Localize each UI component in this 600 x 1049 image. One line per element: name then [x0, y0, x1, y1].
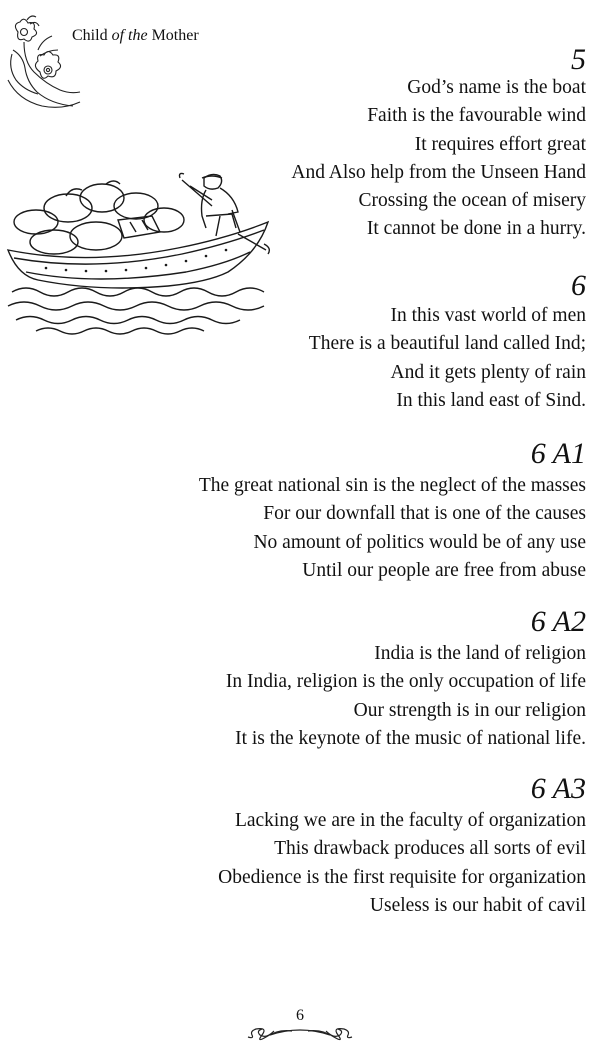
verse-6-a1: [199, 436, 586, 585]
verse-6: [309, 268, 586, 415]
verse-line: Lacking we are in the faculty of organization: [234, 810, 586, 831]
verse-line: The great national sin is the neglect of the masses: [198, 475, 586, 496]
verse-line: Until our people are free from abuse: [302, 559, 586, 581]
verse-line: This drawback produces all sorts of evil: [274, 838, 586, 860]
verse-line: Crossing the ocean of misery: [358, 190, 586, 212]
verse-line: In this vast world of men: [390, 305, 586, 326]
verse-line: It requires effort great: [414, 133, 586, 155]
verse-line: God’s name is the boat: [407, 77, 586, 98]
daffodil-flower-icon: [4, 10, 84, 110]
header-title-part2: of the: [111, 27, 148, 44]
page-footer: [0, 1005, 600, 1045]
verse-line: It cannot be done in a hurry.: [366, 218, 586, 240]
verse-line: There is a beautiful land called Ind;: [308, 333, 586, 355]
verse-line: In this land east of Sind.: [396, 389, 586, 411]
page-number: 6: [296, 1007, 304, 1024]
verse-line: It is the keynote of the music of national life.: [235, 727, 586, 749]
boatman-rowing-boat-icon: [6, 160, 288, 335]
verse-6-a3: [218, 771, 586, 920]
verse-number: 6 A1: [530, 437, 586, 470]
verse-line: And it gets plenty of rain: [390, 361, 586, 383]
verse-line: For our downfall that is one of the causes: [263, 503, 586, 525]
verse-line: Faith is the favourable wind: [367, 105, 586, 127]
verse-number: 6 A3: [530, 772, 586, 805]
verse-line: Our strength is in our religion: [353, 699, 586, 721]
verse-line: No amount of politics would be of any use: [253, 531, 586, 553]
verse-6-a2: [226, 604, 586, 753]
verse-number: 6 A2: [530, 605, 586, 638]
verse-number: 6: [571, 269, 586, 302]
header-title-part3: Mother: [147, 27, 199, 44]
header-title-part1: Child: [72, 27, 112, 44]
verse-line: India is the land of religion: [374, 643, 586, 664]
verse-line: In India, religion is the only occupation of life: [225, 671, 586, 693]
verse-number: 5: [571, 43, 586, 76]
verse-line: Useless is our habit of cavil: [369, 894, 586, 916]
running-header-title: [72, 27, 199, 45]
verse-line: Obedience is the first requisite for organization: [218, 866, 586, 888]
verse-5: [291, 42, 586, 244]
verse-line: And Also help from the Unseen Hand: [291, 161, 586, 183]
